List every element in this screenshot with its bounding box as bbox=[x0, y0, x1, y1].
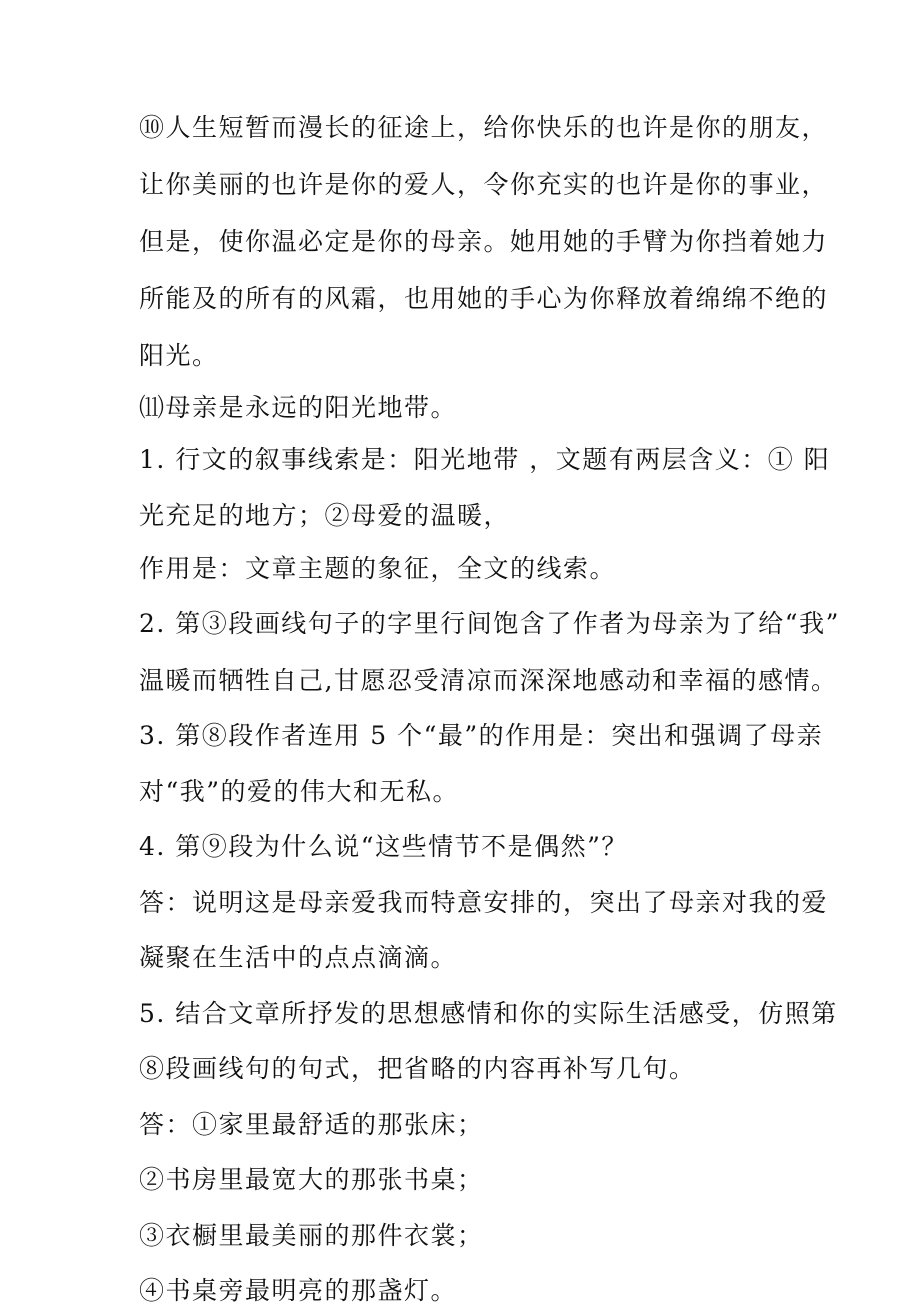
question-2-line-2: 温暖而牺牲自己,甘愿忍受清凉而深深地感动和幸福的感情。 bbox=[139, 666, 838, 695]
question-1-line-1: 1. 行文的叙事线索是：阳光地带 ，文题有两层含义：① 阳 bbox=[139, 445, 831, 474]
question-1-line-2: 光充足的地方；②母爱的温暖， bbox=[139, 501, 511, 530]
paragraph-10-line-1: ⑩人生短暂而漫长的征途上，给你快乐的也许是你的朋友， bbox=[139, 113, 829, 142]
paragraph-11: ⑾母亲是永远的阳光地带。 bbox=[139, 393, 458, 422]
paragraph-10-line-3: 但是，使你温必定是你的母亲。她用她的手臂为你挡着她力 bbox=[139, 227, 829, 256]
question-5-line-2: ⑧段画线句的句式，把省略的内容再补写几句。 bbox=[139, 1054, 696, 1083]
question-1-line-3: 作用是：文章主题的象征，全文的线索。 bbox=[139, 554, 617, 583]
question-5-answer-2: ②书房里最宽大的那张书桌； bbox=[139, 1165, 484, 1194]
paragraph-10-line-2: 让你美丽的也许是你的爱人，令你充实的也许是你的事业， bbox=[139, 170, 829, 199]
question-4-line-1: 4. 第⑨段为什么说“这些情节不是偶然”？ bbox=[139, 832, 628, 861]
question-2-line-1: 2. 第③段画线句子的字里行间饱含了作者为母亲为了给“我” bbox=[139, 609, 840, 638]
question-5-answer-1: 答：①家里最舒适的那张床； bbox=[139, 1110, 484, 1139]
paragraph-10-line-5: 阳光。 bbox=[139, 341, 219, 370]
question-4-answer-line-1: 答：说明这是母亲爱我而特意安排的，突出了母亲对我的爱 bbox=[139, 888, 829, 917]
question-5-answer-3: ③衣橱里最美丽的那件衣裳； bbox=[139, 1221, 484, 1250]
paragraph-10-line-4: 所能及的所有的风霜，也用她的手心为你释放着绵绵不绝的 bbox=[139, 284, 829, 313]
question-5-line-1: 5. 结合文章所抒发的思想感情和你的实际生活感受，仿照第 bbox=[139, 999, 838, 1028]
question-3-line-1: 3. 第⑧段作者连用 5 个“最”的作用是：突出和强调了母亲 bbox=[139, 721, 824, 750]
question-4-answer-line-2: 凝聚在生活中的点点滴滴。 bbox=[139, 943, 458, 972]
question-5-answer-4: ④书桌旁最明亮的那盏灯。 bbox=[139, 1276, 458, 1305]
question-3-line-2: 对“我”的爱的伟大和无私。 bbox=[139, 777, 460, 806]
